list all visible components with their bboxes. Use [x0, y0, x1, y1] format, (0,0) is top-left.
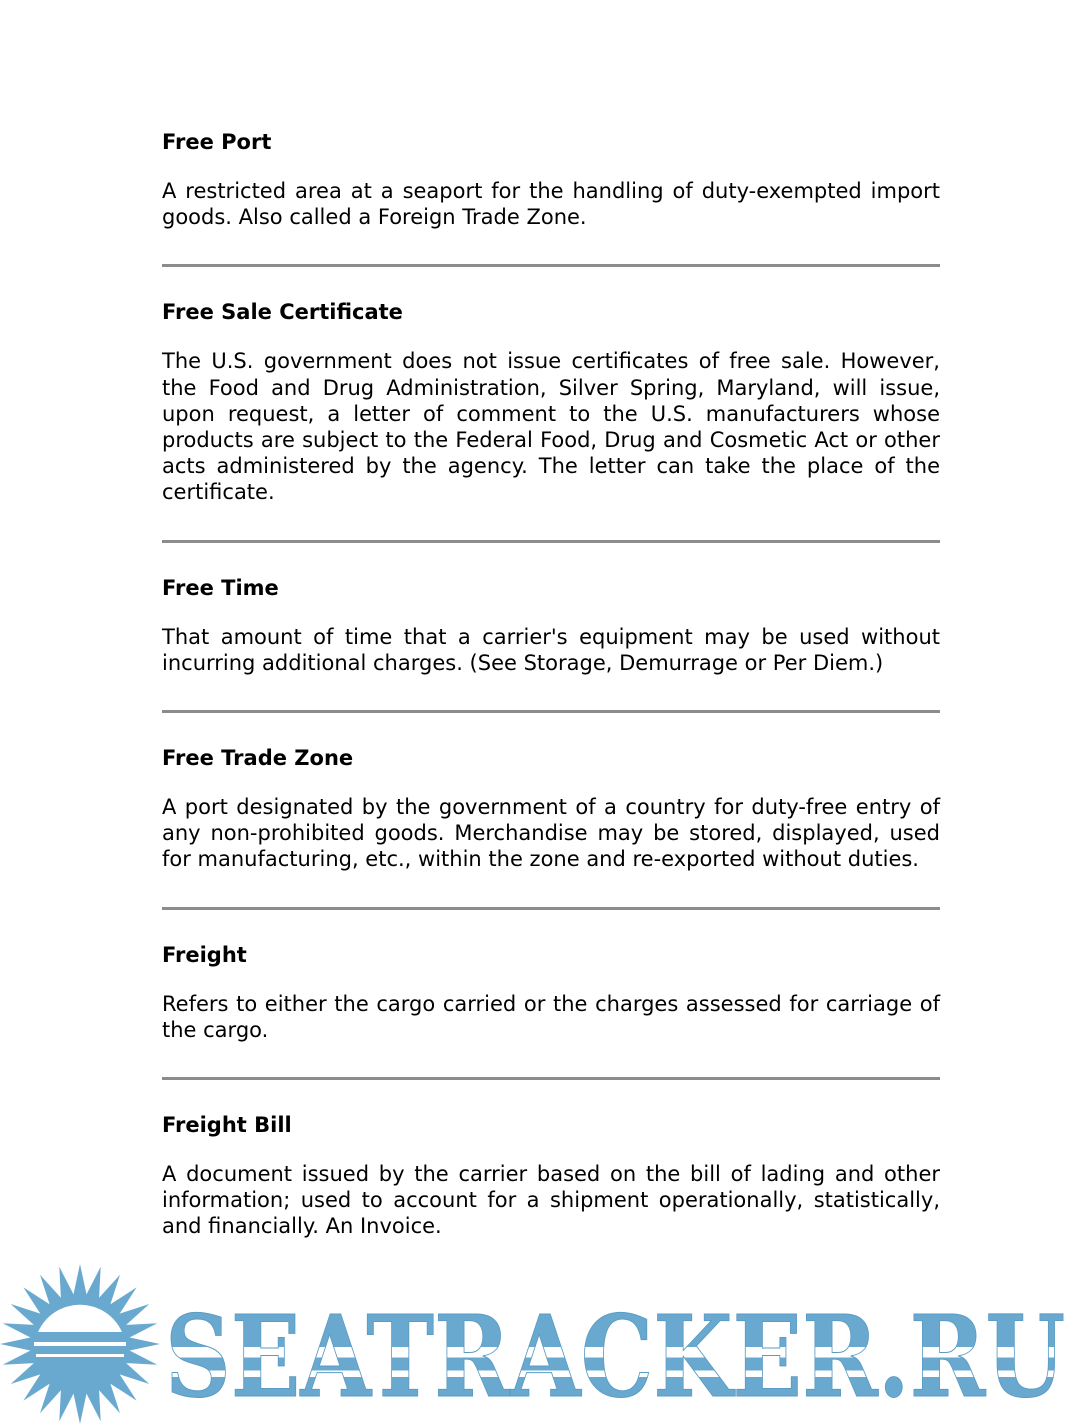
glossary-entry [162, 940, 940, 1043]
glossary-entry [162, 743, 940, 873]
glossary-entry [162, 127, 940, 230]
sun-icon [0, 1264, 160, 1424]
entry-definition: A restricted area at a seaport for the handling of duty-exempted import goods. Also called a Foreign Trade Zone. [162, 179, 940, 230]
entry-term: Freight Bill [162, 1113, 292, 1138]
entry-definition: The U.S. government does not issue certificates of free sale. However, the Food and Drug Administration, Silver Spring, Maryland, will issue, upon request, a letter of comment to the U.S. manufacturers whose products are subject to the Federal Food, Drug and Cosmetic Act or other acts administered by the agency. The letter can take the place of the certificate. [162, 349, 940, 505]
entry-term: Freight [162, 942, 247, 967]
entry-term: Free Sale Certificate [162, 300, 403, 325]
seatracker-watermark [0, 1262, 1080, 1425]
entry-definition: A document issued by the carrier based on the bill of lading and other information; used to account for a shipment operationally, statistically, and financially. An Invoice. [162, 1162, 940, 1239]
entry-divider [162, 710, 940, 713]
entry-divider [162, 907, 940, 910]
glossary-content [162, 127, 940, 1240]
entry-divider [162, 540, 940, 543]
entry-term: Free Trade Zone [162, 746, 354, 771]
entry-divider [162, 264, 940, 267]
entry-term: Free Time [162, 575, 279, 600]
entry-definition: That amount of time that a carrier's equipment may be used without incurring additional charges. (See Storage, Demurrage or Per Diem.) [162, 624, 940, 675]
glossary-entry [162, 297, 940, 505]
glossary-entry [162, 573, 940, 676]
entry-divider [162, 1077, 940, 1080]
glossary-entry [162, 1110, 940, 1240]
watermark-text: SEATRACKER.RU [165, 1292, 1065, 1423]
entry-term: Free Port [162, 130, 272, 154]
entry-definition: Refers to either the cargo carried or the charges assessed for carriage of the cargo. [162, 991, 940, 1042]
entry-definition: A port designated by the government of a country for duty-free entry of any non-prohibited goods. Merchandise may be stored, displayed, used for manufacturing, etc., within the zone and re-exported without duties. [162, 795, 940, 872]
